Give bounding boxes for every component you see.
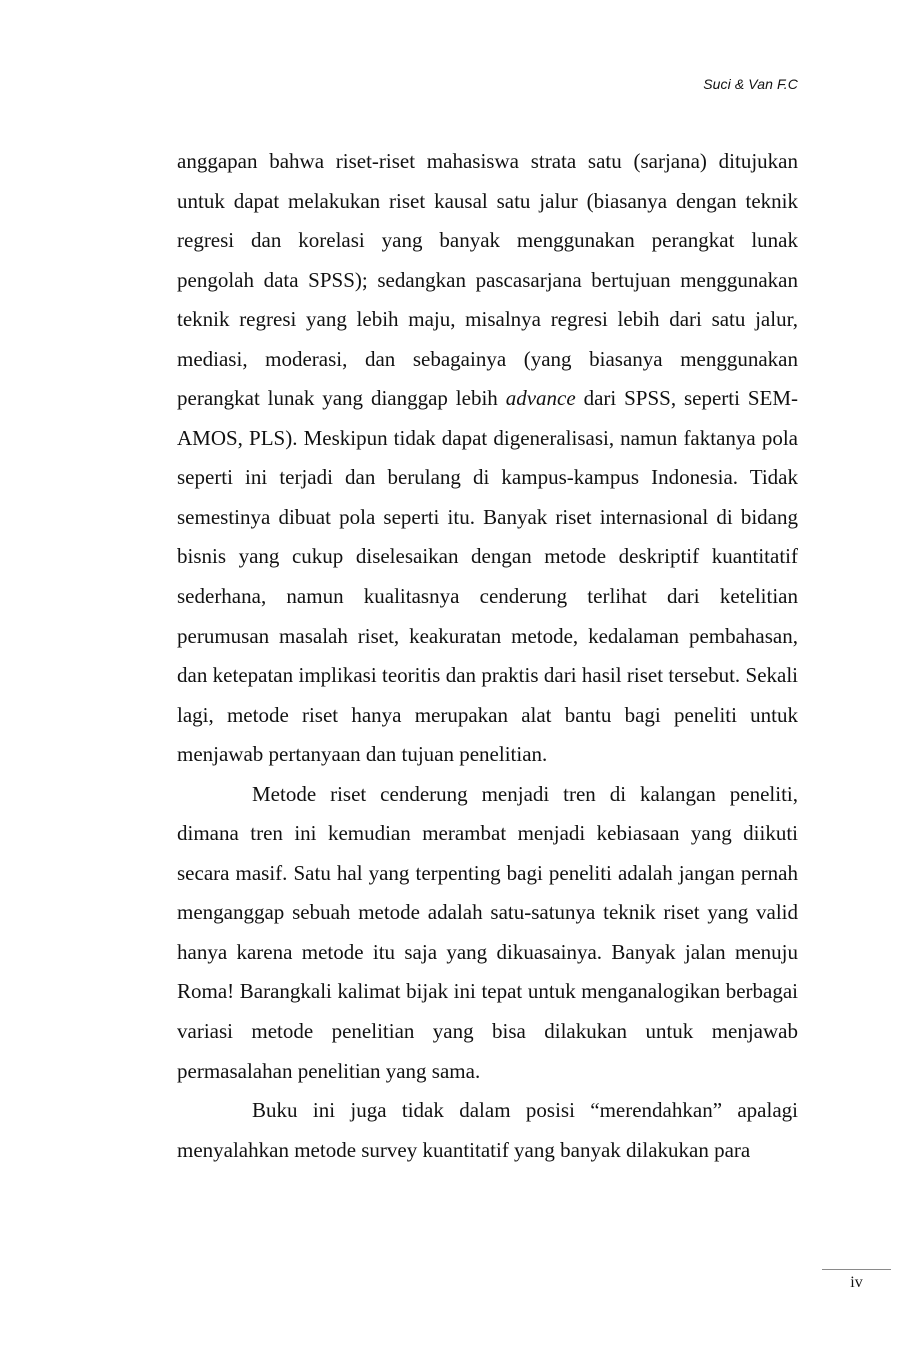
paragraph-1-emphasis: advance <box>505 386 576 411</box>
paragraph-2: Metode riset cenderung menjadi tren di kalangan peneliti, dimana tren ini kemudian merambat menjadi kebiasaan yang diikuti secara masif. Satu hal yang terpenting bagi peneliti adalah jangan pernah menganggap sebuah metode adalah satu-satunya teknik riset yang valid hanya karena metode itu saja yang dikuasainya. Banyak jalan menuju Roma! Barangkali kalimat bijak ini tepat untuk menganalogikan berbagai variasi metode penelitian yang bisa dilakukan untuk menjawab permasalahan penelitian yang sama. <box>177 781 798 1083</box>
running-header: Suci & Van F.C <box>703 76 798 92</box>
body-text <box>177 142 798 1170</box>
page-number: iv <box>850 1274 863 1291</box>
footer-rule <box>822 1269 891 1270</box>
paragraph-3: Buku ini juga tidak dalam posisi “merendahkan” apalagi menyalahkan metode survey kuantitatif yang banyak dilakukan para <box>177 1098 798 1162</box>
paragraph-1-text-end: dari SPSS, seperti SEM-AMOS, PLS). Meskipun tidak dapat digeneralisasi, namun faktanya pola seperti ini terjadi dan berulang di kampus-kampus Indonesia. Tidak semestinya dibuat pola seperti itu. Banyak riset internasional di bidang bisnis yang cukup diselesaikan dengan metode deskriptif kuantitatif sederhana, namun kualitasnya cenderung terlihat dari ketelitian perumusan masalah riset, keakuratan metode, kedalaman pembahasan, dan ketepatan implikasi teoritis dan praktis dari hasil riset tersebut. Sekali lagi, metode riset hanya merupakan alat bantu bagi peneliti untuk menjawab pertanyaan dan tujuan penelitian. <box>177 386 799 767</box>
paragraph-1 <box>177 142 798 775</box>
paragraph-1-text-start: anggapan bahwa riset-riset mahasiswa strata satu (sarjana) ditujukan untuk dapat melakukan riset kausal satu jalur (biasanya dengan teknik regresi dan korelasi yang banyak menggunakan perangkat lunak pengolah data SPSS); sedangkan pascasarjana bertujuan menggunakan teknik regresi yang lebih maju, misalnya regresi lebih dari satu jalur, mediasi, moderasi, dan sebagainya (yang biasanya menggunakan perangkat lunak yang dianggap lebih <box>177 149 798 411</box>
